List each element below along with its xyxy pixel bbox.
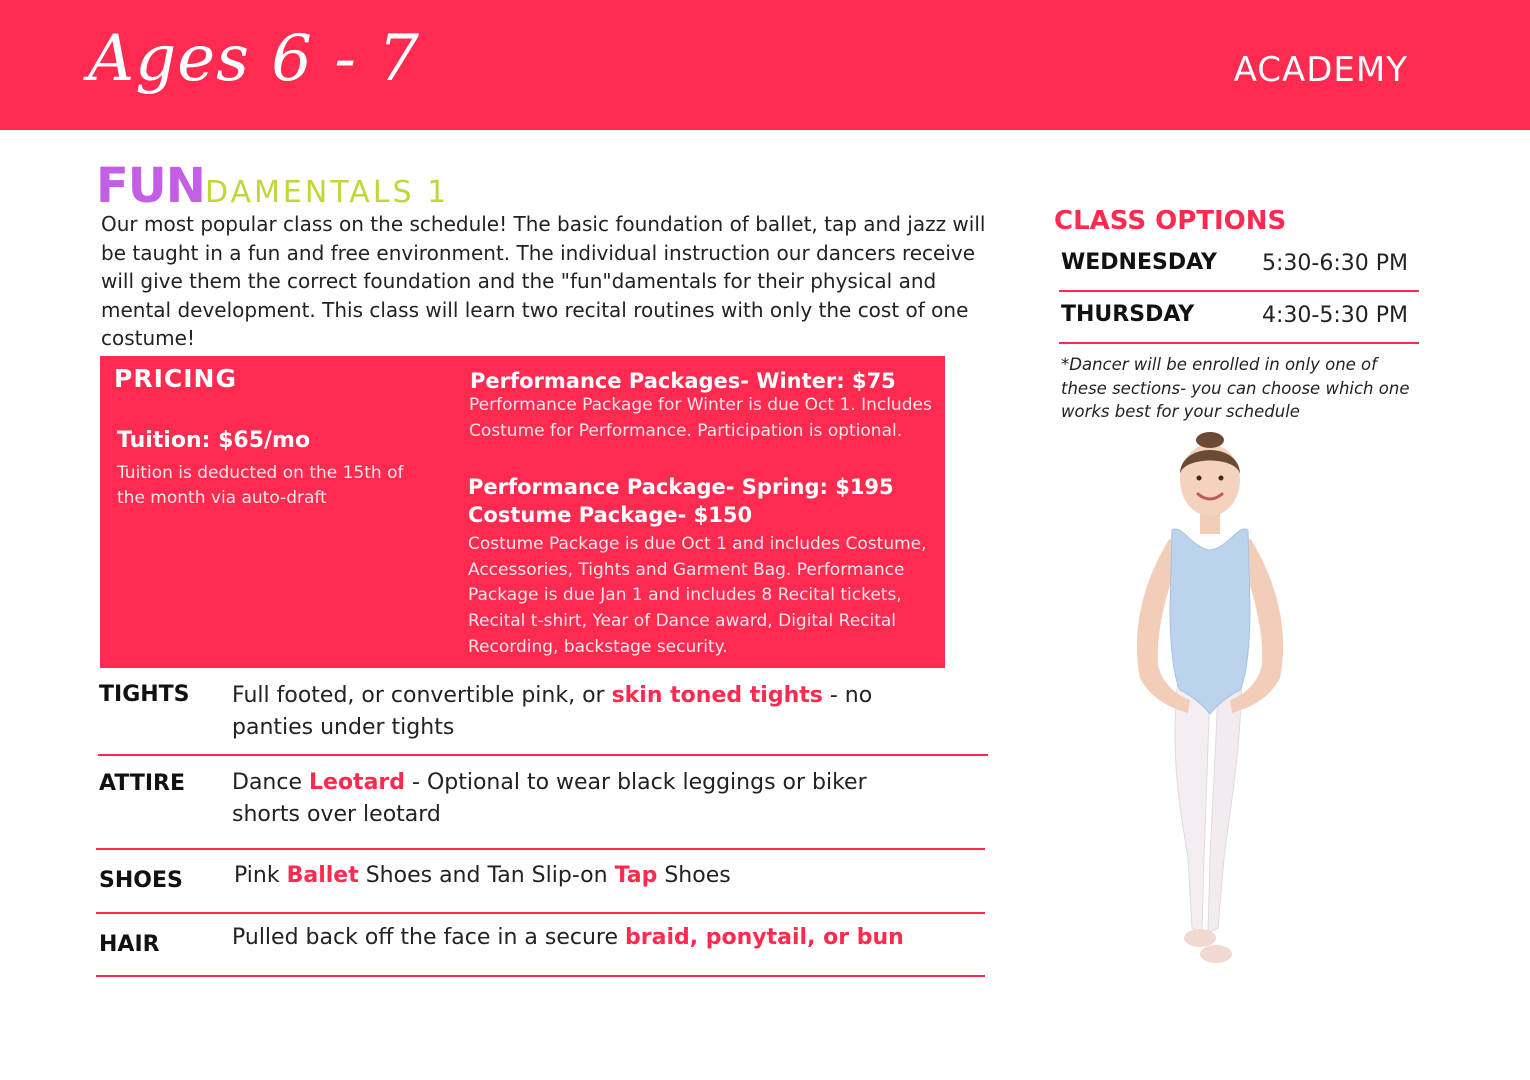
shoes-text-mid: Shoes and Tan Slip-on (358, 863, 615, 888)
winter-package-title: Performance Packages- Winter: $75 (470, 369, 896, 393)
attire-highlight: Leotard (309, 770, 406, 795)
class-title-fun: FUN (96, 158, 205, 214)
hair-text (232, 922, 932, 954)
divider (96, 848, 985, 850)
tights-text-post: - no panties under tights (232, 683, 873, 740)
attire-label: ATTIRE (99, 771, 185, 796)
shoes-highlight-tap: Tap (614, 863, 658, 888)
pricing-box (100, 356, 945, 668)
class-title-rest: DAMENTALS 1 (204, 175, 450, 210)
tights-text (232, 680, 932, 744)
tights-text-pre: Full footed, or convertible pink, or (232, 683, 612, 708)
shoes-row (96, 860, 988, 910)
hair-highlight: braid, ponytail, or bun (625, 925, 904, 950)
shoes-text-pre: Pink (234, 863, 287, 888)
tights-highlight: skin toned tights (611, 683, 823, 708)
brand-label: ACADEMY (1233, 50, 1408, 90)
age-group-title: Ages 6 - 7 (88, 22, 420, 96)
shoes-text (234, 860, 934, 892)
tuition-title: Tuition: $65/mo (117, 428, 311, 453)
hair-row (96, 922, 988, 974)
hair-text-pre: Pulled back off the face in a secure (232, 925, 626, 950)
header-banner (0, 0, 1530, 130)
class-description: Our most popular class on the schedule! The basic foundation of ballet, tap and jazz will be taught in a fun and free environment. The individual instruction our dancers receive will give them the correct foundation and the "fun"damentals for their physical and mental development. This class will learn two recital routines with only the cost of one costume! (101, 212, 986, 351)
tights-label: TIGHTS (99, 682, 190, 707)
costume-package-title: Costume Package- $150 (468, 503, 753, 527)
option-time-thursday: 4:30-5:30 PM (1262, 303, 1408, 328)
spring-package-note: Costume Package is due Oct 1 and includes Costume, Accessories, Tights and Garment Bag. Performance Package is due Jan 1 and includes 8 Recital tickets, Recital t-shirt, Year of Dance award, Digital Recital Recording, backstage security. (468, 534, 927, 657)
divider (98, 754, 988, 756)
divider (96, 975, 985, 977)
pricing-heading: PRICING (114, 364, 237, 393)
attire-text-pre: Dance (232, 770, 309, 795)
winter-package-note: Performance Package for Winter is due Oct 1. Includes Costume for Performance. Participation is optional. (469, 395, 932, 441)
option-time-wednesday: 5:30-6:30 PM (1262, 251, 1408, 276)
option-day-wednesday: WEDNESDAY (1061, 250, 1217, 275)
shoes-label: SHOES (99, 868, 183, 893)
class-options-heading: CLASS OPTIONS (1054, 206, 1287, 236)
divider (1059, 342, 1419, 344)
class-options-note: *Dancer will be enrolled in only one of these sections- you can choose which one works best for your schedule (1061, 355, 1410, 421)
divider (96, 912, 985, 914)
tights-row (96, 680, 988, 754)
tuition-note: Tuition is deducted on the 15th of the month via auto-draft (117, 463, 404, 508)
attire-row (96, 767, 988, 847)
option-day-thursday: THURSDAY (1061, 302, 1195, 327)
dancer-photo (1100, 428, 1320, 973)
attire-text-post: - Optional to wear black leggings or biker shorts over leotard (232, 770, 867, 827)
spring-package-title: Performance Package- Spring: $195 (468, 475, 894, 499)
divider (1059, 290, 1419, 292)
shoes-text-post: Shoes (657, 863, 731, 888)
hair-label: HAIR (99, 932, 160, 957)
shoes-highlight-ballet: Ballet (286, 863, 359, 888)
class-title (96, 158, 450, 214)
attire-text (232, 767, 932, 831)
